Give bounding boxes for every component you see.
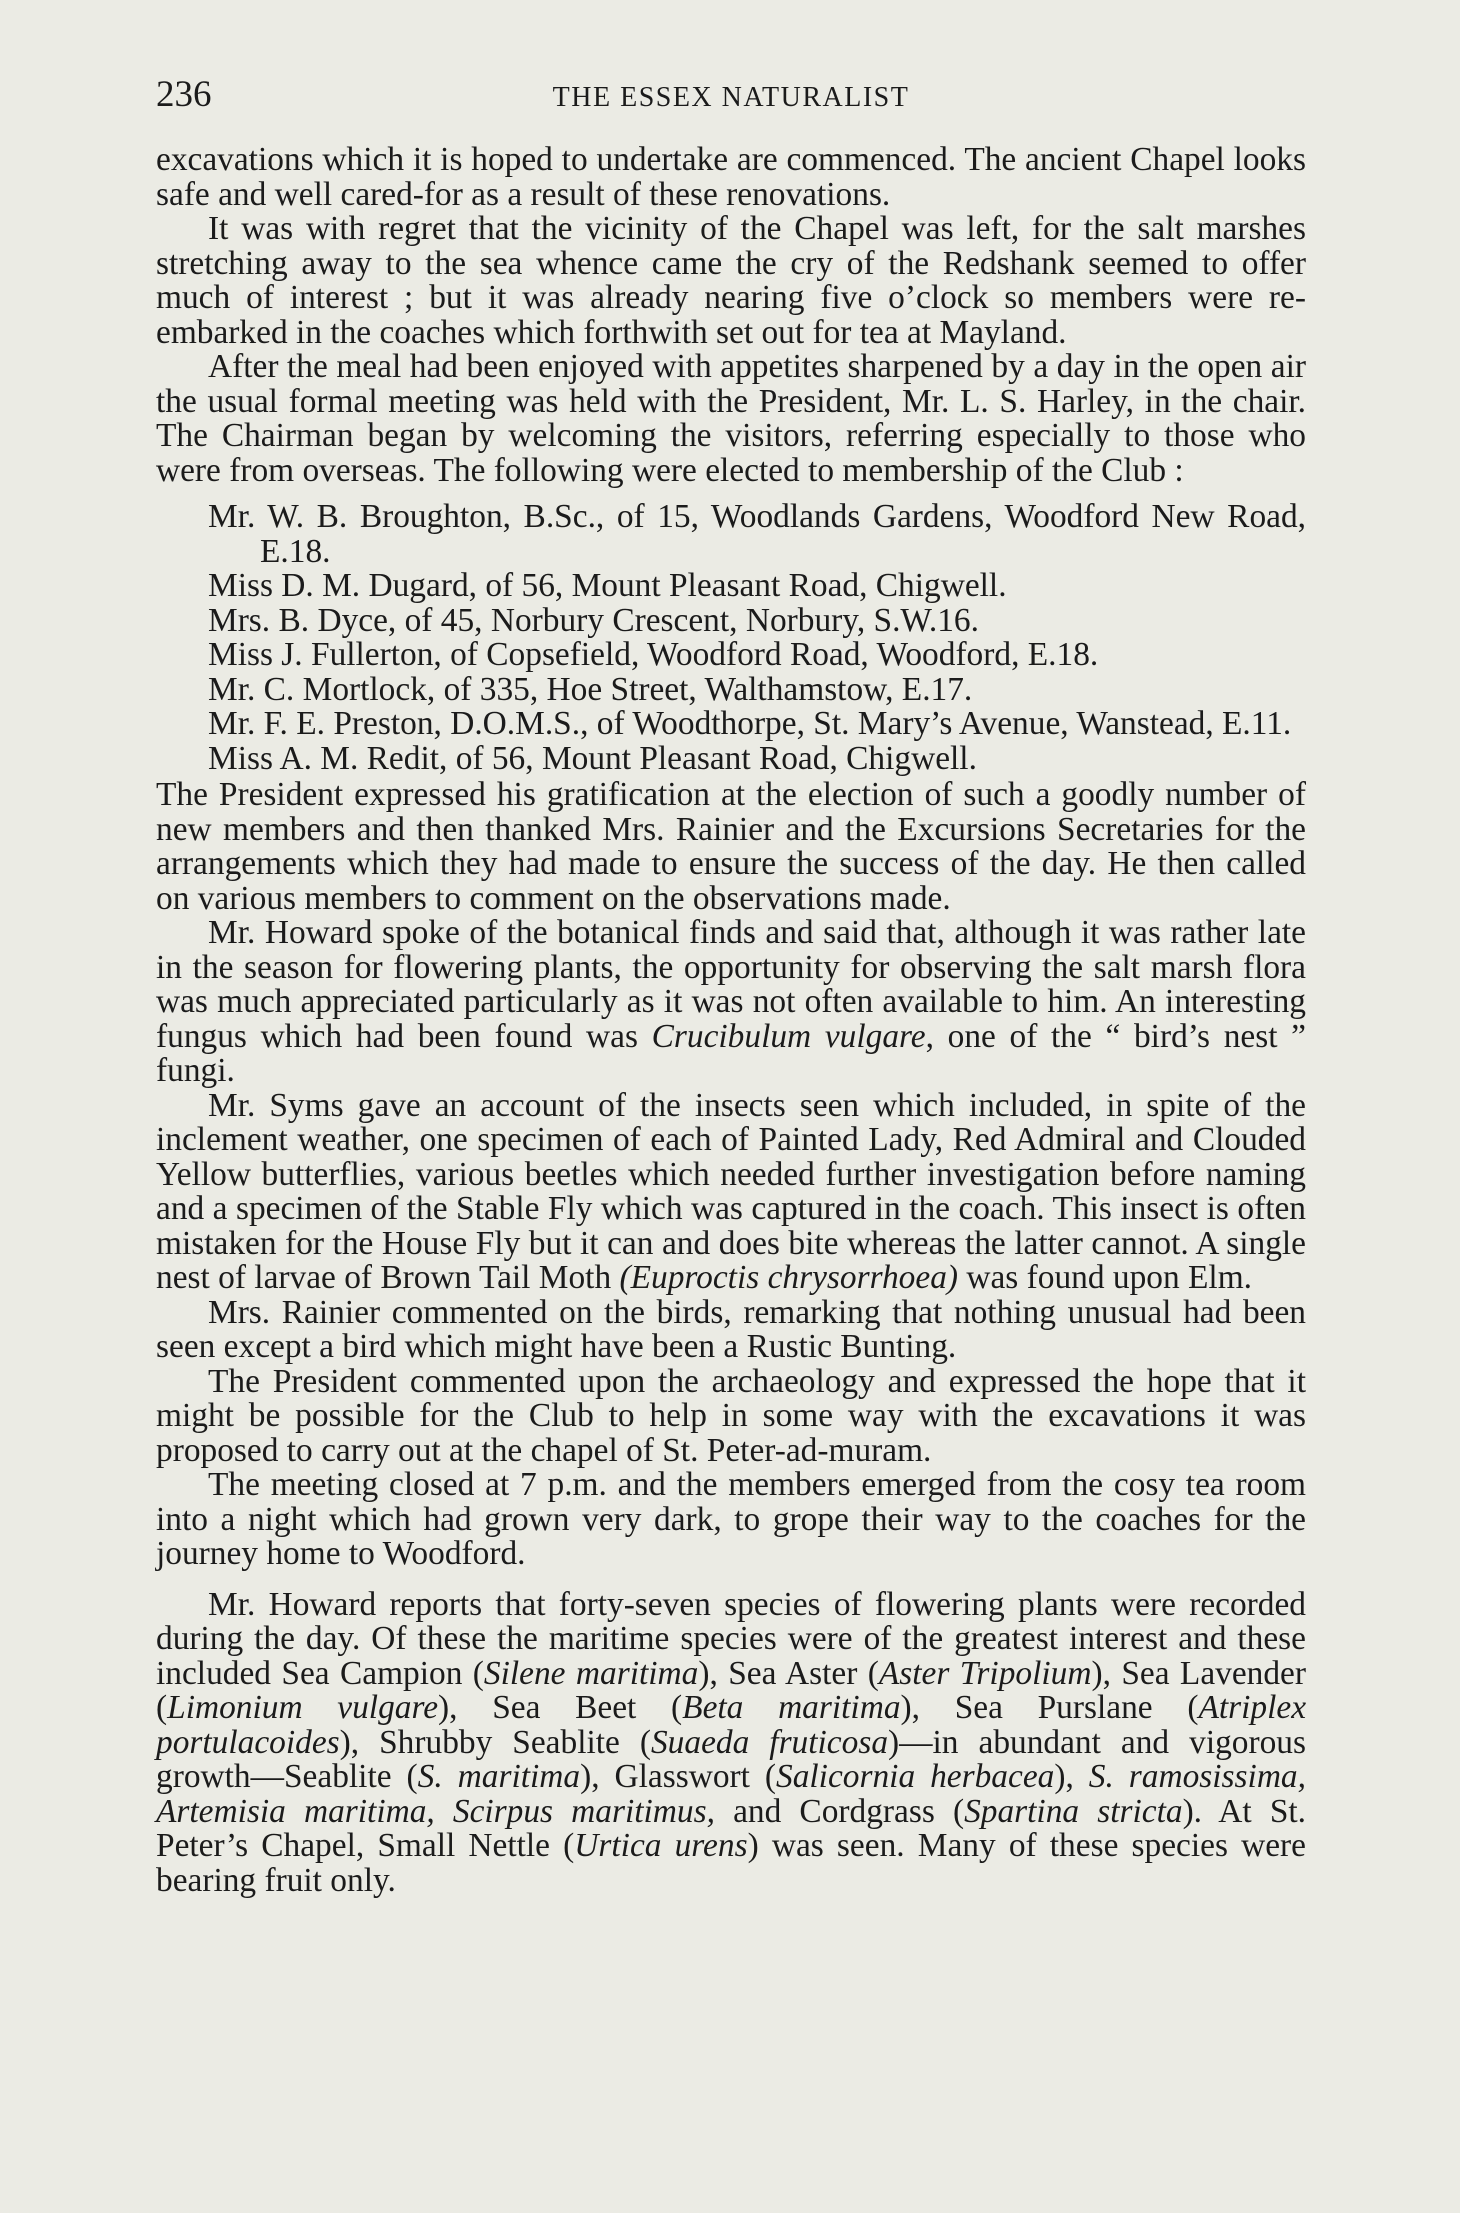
species-name: Suaeda fruticosa [650, 1723, 889, 1761]
member-entry: Miss J. Fullerton, of Copsefield, Woodford Road, Woodford, E.18. [208, 636, 1099, 673]
paragraph-chapel-departure: It was with regret that the vicinity of the Chapel was left, for the salt marshes stretching away to the sea whence came the cry of the Redshank seemed to offer much of interest ; but it was already nearing five o’clock so members were re-embarked in the coaches which forthwith set out for tea at Mayland. [156, 210, 1306, 351]
text-run: , one of the “ bird’s nest ” fungi. [156, 1017, 1306, 1089]
text-run: Mr. Syms gave an account of the insects seen which included, in spite of the inclement weather, one specimen of each of Painted Lady, Red Admiral and Clouded Yellow butterflies, various beetles which needed further investigation before naming and a specimen of the Stable Fly which was captured in the coach. This insect is often mistaken for the House Fly but it can and does bite whereas the latter cannot. A single nest of larvae of Brown Tail Moth [156, 1086, 1306, 1296]
text-run: Mr. Howard reports that forty-seven species of flowering plants were recorded during the day. Of these the maritime species were of the greatest interest and these included Sea Campion ( [156, 1585, 1306, 1692]
species-name: Aster Tripolium [878, 1654, 1092, 1692]
species-name: S. ramosissima, Artemisia maritima, Scirpus maritimus, [156, 1758, 1306, 1830]
species-name: Silene maritima [483, 1654, 699, 1692]
paragraph-rainier-birds: Mrs. Rainier commented on the birds, remarking that nothing unusual had been seen except a bird which might have been a Rustic Bunting. [156, 1293, 1306, 1365]
text-run: ). At St. Peter’s Chapel, Small Nettle ( [156, 1792, 1307, 1864]
paragraph-president-thanks: The President expressed his gratification at the election of such a goodly number of new members and then thanked Mrs. Rainier and the Excursions Secretaries for the arrangements which they had made to ensure the success of the day. He then called on various members to comment on the observations made. [156, 776, 1306, 917]
text-run: and Cordgrass ( [714, 1792, 965, 1830]
paragraph-meeting: After the meal had been enjoyed with appetites sharpened by a day in the open air the usual formal meeting was held with the President, Mr. L. S. Harley, in the chair. The Chairman began by welcoming the visitors, referring especially to those who were from overseas. The following were elected to membership of the Club : [156, 348, 1306, 489]
text-run: )—in abundant and vigorous growth—Seablite ( [156, 1723, 1306, 1795]
text-run: ), Sea Aster ( [698, 1654, 879, 1692]
paragraph-continuation: excavations which it is hoped to undertake are commenced. The ancient Chapel looks safe and well cared-for as a result of these renovations. [156, 141, 1306, 213]
text-run: ), Glasswort ( [580, 1758, 777, 1795]
text-run: ), Sea Lavender ( [156, 1654, 1306, 1726]
species-name: Spartina stricta [964, 1792, 1183, 1830]
paragraph-meeting-closed: The meeting closed at 7 p.m. and the members emerged from the cosy tea room into a night which had grown very dark, to grope their way to the coaches for the journey home to Woodford. [156, 1466, 1306, 1572]
paragraph-howard-botany [156, 916, 1306, 1089]
page-header [156, 70, 1306, 120]
species-name: Atriplex portulacoides [156, 1689, 1307, 1761]
page-body [156, 143, 1306, 1898]
text-run: Mr. Howard spoke of the botanical finds and said that, although it was rather late in the season for flowering plants, the opportunity for observing the salt marsh flora was much appreciated particularly as it was not often available to him. An interesting fungus which had been found was [156, 914, 1306, 1055]
text-run: ), Sea Purslane ( [900, 1689, 1199, 1726]
text-run: ), Sea Beet ( [438, 1689, 683, 1726]
species-name: S. maritima [417, 1758, 581, 1795]
member-entry: Miss A. M. Redit, of 56, Mount Pleasant Road, Chigwell. [208, 739, 977, 777]
species-name: Crucibulum vulgare [651, 1017, 926, 1055]
text-run: was found upon Elm. [958, 1259, 1253, 1296]
text-run: ) was seen. Many of these species were bearing fruit only. [156, 1827, 1306, 1899]
species-name: Urtica urens [574, 1827, 748, 1864]
paragraph-president-archaeology: The President commented upon the archaeology and expressed the hope that it might be possible for the Club to help in some way with the excavations it was proposed to carry out at the chapel of St. Peter-ad-muram. [156, 1362, 1306, 1469]
species-name: (Euproctis chrysorrhoea) [619, 1259, 959, 1296]
paragraph-syms-insects [156, 1086, 1306, 1296]
member-entry: Mr. W. B. Broughton, B.Sc., of 15, Woodlands Gardens, Woodford New Road, E.18. [208, 498, 1306, 570]
member-entry: Mr. F. E. Preston, D.O.M.S., of Woodthorpe, St. Mary’s Avenue, Wanstead, E.11. [208, 705, 1292, 742]
running-title: THE ESSEX NATURALIST [552, 82, 910, 113]
page-number: 236 [156, 74, 212, 115]
member-entry: Mrs. B. Dyce, of 45, Norbury Crescent, Norbury, S.W.16. [208, 601, 979, 639]
species-name: Salicornia herbacea [776, 1758, 1055, 1795]
member-entry: Miss D. M. Dugard, of 56, Mount Pleasant Road, Chigwell. [208, 567, 1007, 604]
species-name: Limonium vulgare [167, 1689, 439, 1726]
text-run: ), [1054, 1758, 1089, 1795]
species-name: Beta maritima [682, 1689, 901, 1726]
paragraph-howard-report [156, 1585, 1307, 1899]
text-run: ), Shrubby Seablite ( [339, 1723, 651, 1761]
member-entry: Mr. C. Mortlock, of 335, Hoe Street, Walthamstow, E.17. [208, 670, 973, 708]
new-members-list [208, 500, 1306, 776]
